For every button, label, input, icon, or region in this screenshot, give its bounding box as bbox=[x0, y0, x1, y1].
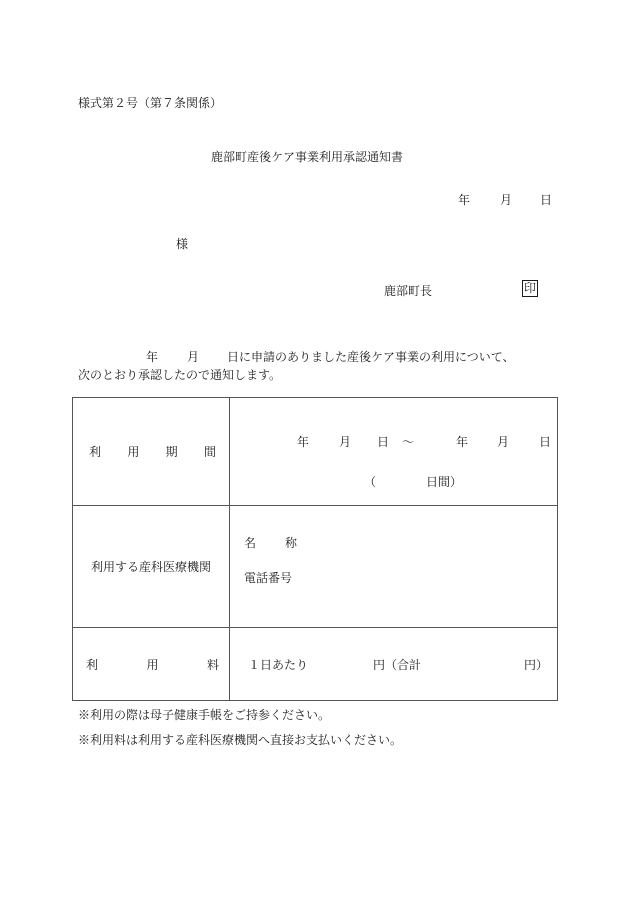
tilde: 〜 bbox=[402, 435, 415, 449]
body-year: 年 bbox=[146, 350, 159, 364]
fee-label-cell bbox=[73, 628, 230, 701]
issuer-title: 鹿部町長 bbox=[384, 284, 433, 298]
to-month: 月 bbox=[497, 435, 510, 449]
from-day: 日 bbox=[377, 435, 390, 449]
fee-yen-close: 円） bbox=[524, 658, 549, 672]
date-month: 月 bbox=[500, 193, 513, 207]
approval-table bbox=[72, 397, 558, 701]
seal-stamp bbox=[522, 280, 538, 297]
period-label-cell bbox=[73, 398, 230, 506]
days-suffix: 日間） bbox=[426, 475, 463, 489]
from-month: 月 bbox=[339, 435, 352, 449]
from-year: 年 bbox=[297, 435, 310, 449]
fee-yen-total: 円（合計 bbox=[373, 658, 422, 672]
to-day: 日 bbox=[539, 435, 552, 449]
facility-phone-label: 電話番号 bbox=[244, 571, 293, 585]
facility-label-cell bbox=[73, 506, 230, 628]
body-month: 月 bbox=[187, 350, 200, 364]
period-value-cell bbox=[230, 398, 558, 506]
period-label-char: 間 bbox=[203, 445, 216, 459]
fee-label-char: 料 bbox=[206, 657, 219, 672]
facility-label: 利用する産科医療機関 bbox=[90, 560, 211, 574]
fee-label-char: 用 bbox=[146, 657, 159, 672]
period-label-char: 利 bbox=[89, 445, 102, 459]
date-year: 年 bbox=[458, 193, 471, 207]
facility-row bbox=[73, 506, 558, 628]
period-label-char: 期 bbox=[165, 445, 178, 459]
fee-row bbox=[73, 628, 558, 701]
facility-name-char: 称 bbox=[285, 536, 298, 550]
period-row bbox=[73, 398, 558, 506]
fee-value-cell bbox=[230, 628, 558, 701]
note-item: ※利用料は利用する産科医療機関へ直接お支払いください。 bbox=[78, 733, 403, 747]
note-item: ※利用の際は母子健康手帳をご持参ください。 bbox=[78, 708, 331, 722]
facility-value-cell bbox=[230, 506, 558, 628]
to-year: 年 bbox=[456, 435, 469, 449]
seal-mark: 印 bbox=[524, 281, 537, 295]
body-line2: 次のとおり承認したので通知します。 bbox=[78, 368, 282, 382]
days-paren-open: （ bbox=[364, 475, 377, 489]
period-label-char: 用 bbox=[127, 445, 140, 459]
form-number: 様式第２号（第７条関係） bbox=[78, 96, 223, 110]
fee-label-char: 利 bbox=[86, 657, 99, 672]
document-title: 鹿部町産後ケア事業利用承認通知書 bbox=[211, 150, 404, 164]
date-day: 日 bbox=[540, 193, 553, 207]
facility-name-char: 名 bbox=[244, 536, 257, 550]
body-line1-rest: 日に申請のありました産後ケア事業の利用について、 bbox=[227, 350, 515, 364]
recipient-suffix: 様 bbox=[176, 237, 189, 251]
fee-per-day: １日あたり bbox=[248, 658, 309, 672]
